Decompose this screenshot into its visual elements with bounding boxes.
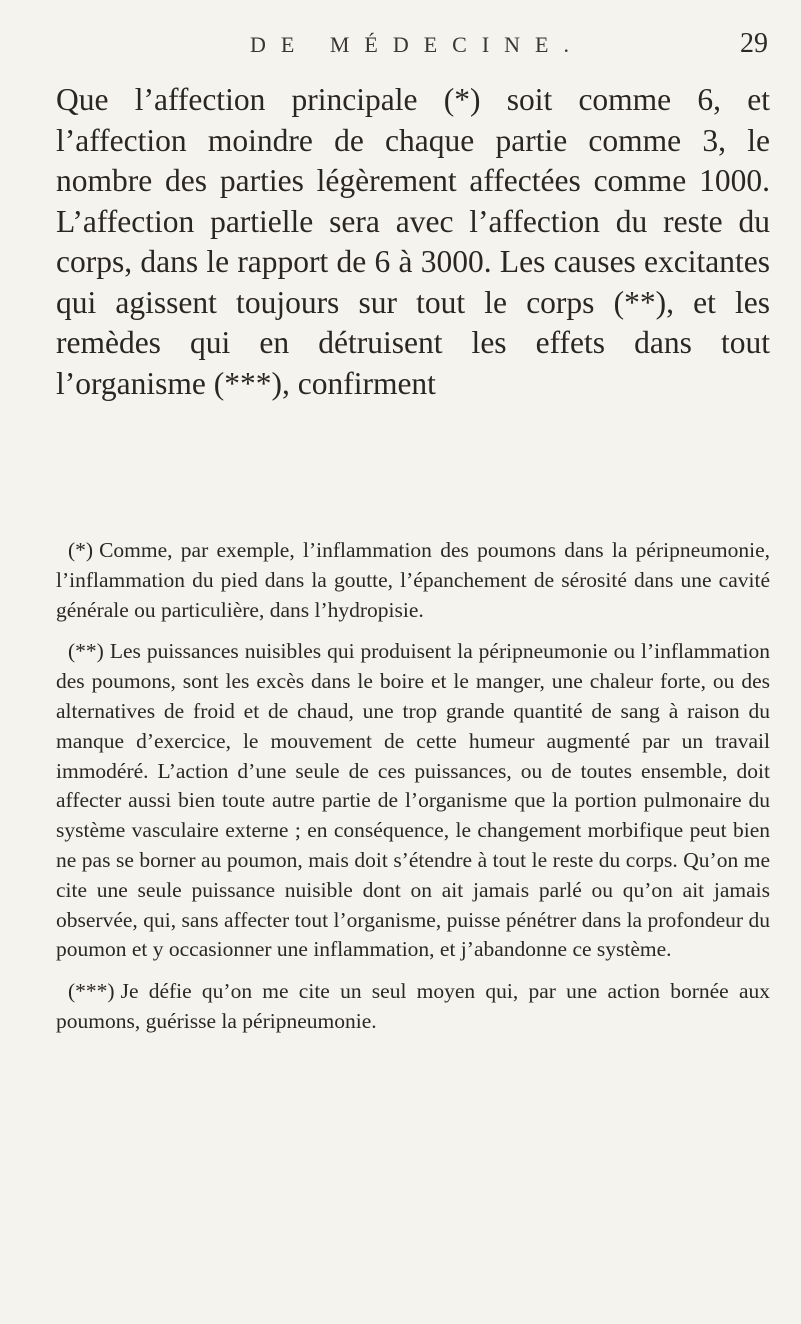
- main-paragraph: Que l’affection principale (*) soit comme 6, et l’affection moindre de chaque partie comme 3, le nombre des parties légèrement affectées comme 1000. L’affection partielle sera avec l’affection du reste du corps, dans le rapport de 6 à 3000. Les causes excitantes qui agissent toujours sur tout le corps (**), et les remèdes qui en détruisent les effets dans tout l’organisme (***), confirment: [56, 82, 770, 401]
- footnote-text: Comme, par exemple, l’inflammation des poumons dans la péripneumonie, l’inflammation du pied dans la goutte, l’épanchement de sérosité dans une cavité générale ou particulière, dans l’hydropisie.: [56, 538, 770, 622]
- footnote-marker: (**): [68, 639, 104, 664]
- running-head: [54, 28, 768, 68]
- footnote-marker: (***): [68, 979, 115, 1004]
- footnote-3: [56, 977, 770, 1037]
- footnotes: [56, 536, 770, 1049]
- footnote-text: Les puissances nuisibles qui produisent la péripneumonie ou l’inflammation des poumons, sont les excès dans le boire et le manger, une chaleur forte, ou des alternatives de froid et de chaud, une trop grande quantité de sang à raison du manque d’exercice, le mouvement de cette humeur augmenté par un travail immodéré. L’action d’une seule de ces puissances, ou de toutes ensemble, doit affecter aussi bien toute autre partie de l’organisme que la portion pulmonaire du système vasculaire externe ; en conséquence, le changement morbifique peut bien ne pas se borner au poumon, mais doit s’étendre à tout le reste du corps. Qu’on me cite une seule puissance nuisible dont on ait jamais parlé ou qu’on ait jamais observée, qui, sans affecter tout l’organisme, puisse pénétrer dans la profondeur du poumon et y occasionner une inflammation, et j’abandonne ce système.: [56, 639, 770, 962]
- footnote-1: [56, 536, 770, 625]
- footnote-marker: (*): [68, 538, 94, 562]
- footnote-text: Je défie qu’on me cite un seul moyen qui, par une action bornée aux poumons, guérisse la péripneumonie.: [56, 979, 770, 1033]
- page-number: 29: [740, 28, 768, 59]
- footnote-2: [56, 637, 770, 965]
- running-title: DE MÉDECINE.: [250, 32, 584, 57]
